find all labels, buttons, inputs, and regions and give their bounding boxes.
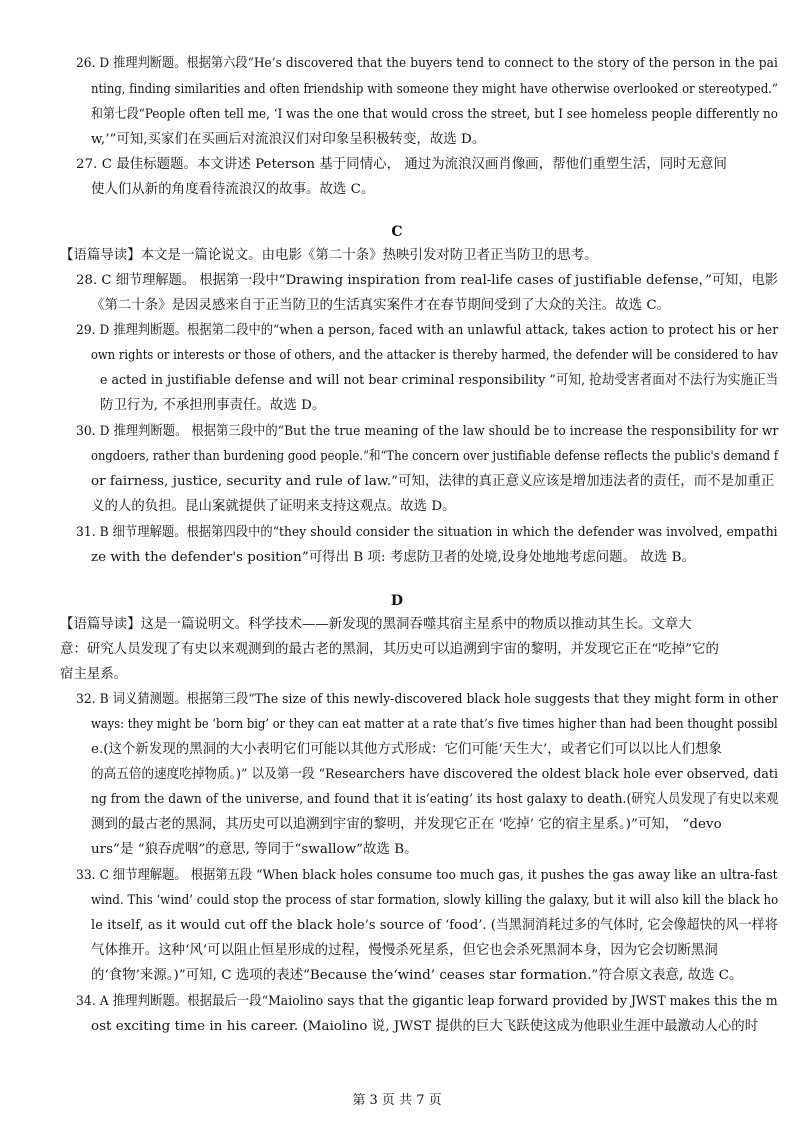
q32-line-4: 的高五倍的速度吃掉物质。)” 以及第一段 “Researchers have discovered the oldest black hole ever observed, dati (91, 767, 779, 782)
section-d-intro-3: 宿主星系。 (60, 667, 128, 682)
q33-line-5: 的‘食物’来源。)”可知, C 选项的表述“Because the‘wind’ ceases star formation.”符合原文表意, 故选 C。 (91, 968, 743, 983)
q30-line-4: 义的人的负担。昆山案就提供了证明来支持这观点。故选 D。 (91, 499, 456, 514)
q31-line-1: 31. B 细节理解题。根据第四段中的“they should consider the situation in which the defender was involved, empathi (76, 525, 778, 540)
q33-line-2: wind. This ‘wind’ could stop the process of star formation, slowly killing the galaxy, but it will also kill the black ho (91, 893, 779, 908)
q26-line-3: 和第七段“People often tell me, ‘I was the one that would cross the street, but I see homeless people differently no (91, 107, 778, 122)
q27-line-1: 27. C 最佳标题题。本文讲述 Peterson 基于同情心， 通过为流浪汉画肖像画，帮他们重塑生活，同时无意间 (76, 157, 727, 172)
q28-line-2: 《第二十条》是因灵感来自于正当防卫的生活真实案件才在春节期间受到了大众的关注。故选 C。 (91, 298, 671, 313)
q26-line-4: w,’”可知,买家们在买画后对流浪汉们对印象呈积极转变，故选 D。 (91, 132, 486, 147)
q28-line-1: 28. C 细节理解题。 根据第一段中“Drawing inspiration from real-life cases of justifiable defense，”可知，电影 (76, 273, 779, 288)
q30-line-3: or fairness, justice, security and rule of law.”可知，法律的真正意义应该是增加违法者的责任，而不是加重正 (91, 474, 775, 489)
q26-line-1: 26. D 推理判断题。根据第六段“He’s discovered that the buyers tend to connect to the story of the person in the pai (76, 56, 778, 71)
section-c-intro: 【语篇导读】本文是一篇论说文。由电影《第二十条》热映引发对防卫者正当防卫的思考。 (60, 248, 598, 263)
q30-line-1: 30. D 推理判断题。 根据第三段中的“But the true meaning of the law should be to increase the responsibility for wr (76, 424, 779, 439)
section-c-heading: C (391, 224, 403, 240)
q34-line-2: ost exciting time in his career. (Maiolino 说, JWST 提供的巨大飞跃使这成为他职业生涯中最激动人心的时 (91, 1019, 759, 1034)
q29-line-1: 29. D 推理判断题。根据第二段中的“when a person, faced with an unlawful attack, takes action to protect his or her (76, 323, 779, 338)
q27-line-2: 使人们从新的角度看待流浪汉的故事。故选 C。 (91, 182, 375, 197)
q29-line-3: e acted in justifiable defense and will not bear criminal responsibility ”可知, 抢劫受害者面对不法行为实施正当 (100, 373, 779, 388)
section-d-heading: D (390, 593, 404, 609)
q33-line-3: le itself, as it would cut off the black hole’s source of ‘food’. (当黑洞消耗过多的气体时, 它会像超快的风一样将 (91, 918, 778, 933)
q29-line-2: own rights or interests or those of others, and the attacker is thereby harmed, the defender will be considered to hav (91, 348, 779, 363)
section-d-intro-2: 意：研究人员发现了有史以来观测到的最古老的黑洞，其历史可以追溯到宇宙的黎明，并发现它正在“吃掉”它的 (60, 642, 719, 657)
q26-line-2: nting, finding similarities and often friendship with someone they might have otherwise overlooked or stereotyped.” (91, 82, 778, 97)
q32-line-7: urs”是 “狼吞虎咽”的意思, 等同于“swallow”故选 B。 (91, 842, 418, 857)
q33-line-4: 气体推开。这种‘风’可以阻止恒星形成的过程，慢慢杀死星系，但它也会杀死黑洞本身，因为它会切断黑洞 (91, 943, 718, 958)
q29-line-4: 防卫行为, 不承担刑事责任。故选 D。 (100, 398, 326, 413)
q32-line-6: 测到的最古老的黑洞，其历史可以追溯到宇宙的黎明，并发现它正在 ‘吃掉’ 它的宿主星系。)”可知， “devo (91, 817, 722, 832)
q33-line-1: 33. C 细节理解题。 根据第五段 “When black holes consume too much gas, it pushes the gas away like an ultra-fast (76, 868, 778, 883)
q32-line-3: e.(这个新发现的黑洞的大小表明它们可能以其他方式形成：它们可能‘天生大’，或者它们可以以比人们想象 (91, 742, 722, 757)
q30-line-2: ongdoers, rather than burdening good people.”和“The concern over justifiable defense reflects the public's demand f (91, 449, 779, 464)
q32-line-1: 32. B 词义猜测题。根据第三段“The size of this newly-discovered black hole suggests that they might form in other (76, 692, 778, 707)
q31-line-2: ze with the defender's position”可得出 B 项: 考虑防卫者的处境,设身处地地考虑问题。 故选 B。 (91, 550, 695, 565)
q32-line-5: ng from the dawn of the universe, and found that it is‘eating’ its host galaxy to death.(研究人员发现了有史以来观 (91, 792, 779, 807)
q32-line-2: ways: they might be ‘born big’ or they can eat matter at a rate that’s five times higher than had been thought possibl (91, 717, 778, 732)
page-footer: 第 3 页 共 7 页 (352, 1093, 442, 1108)
section-d-intro-1: 【语篇导读】这是一篇说明文。科学技术——新发现的黑洞吞噬其宿主星系中的物质以推动其生长。文章大 (60, 617, 692, 632)
q34-line-1: 34. A 推理判断题。根据最后一段“Maiolino says that the gigantic leap forward provided by JWST makes this the m (76, 994, 778, 1009)
